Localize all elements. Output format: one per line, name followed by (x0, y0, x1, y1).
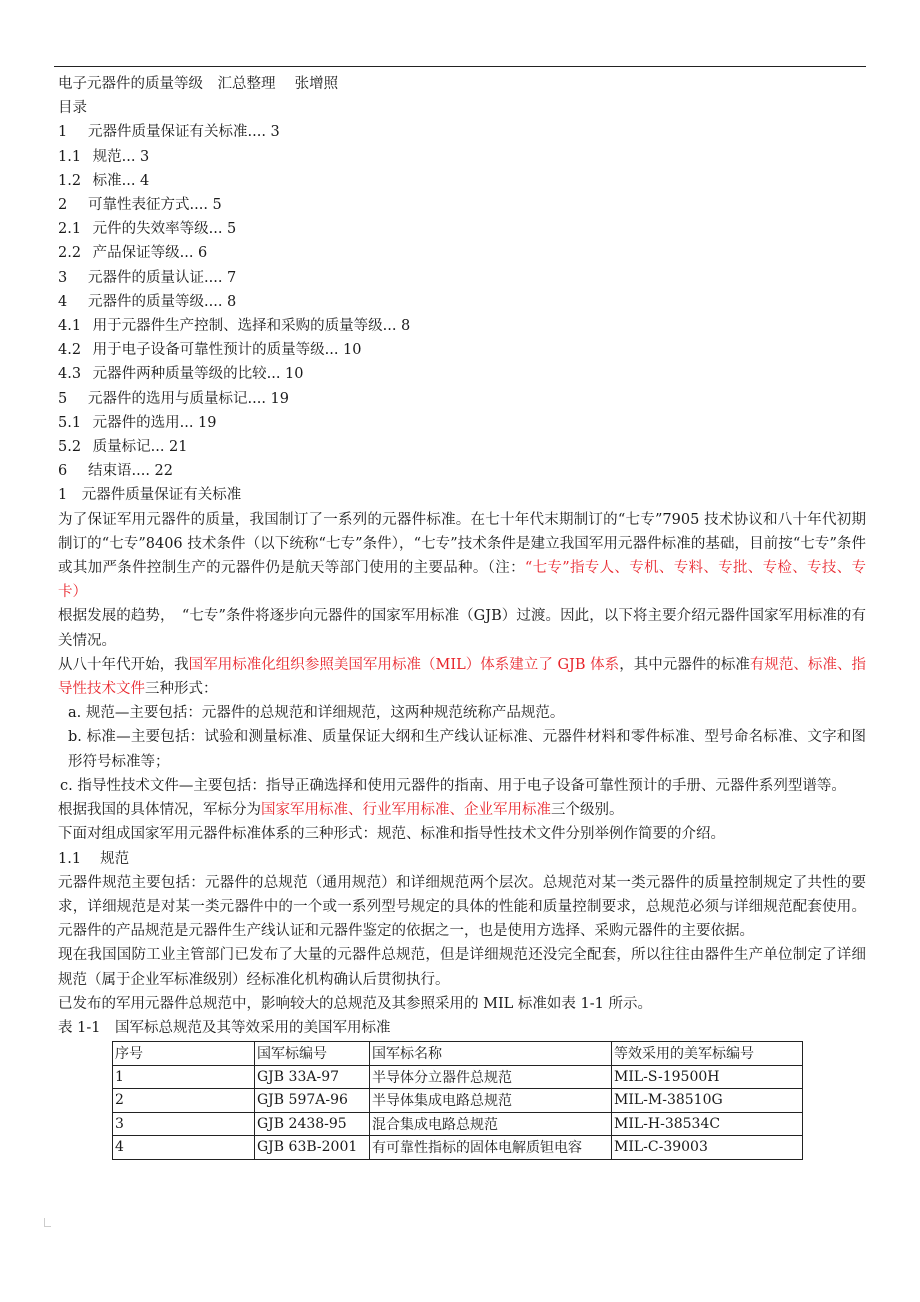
section-1-heading: 1 元器件质量保证有关标准 (58, 487, 242, 504)
highlighted-text: 有规范、标准、指导性技术文件 (58, 656, 866, 698)
paragraph-text: 三种形式： (145, 681, 218, 698)
toc-label: 元器件质量保证有关标准.... 3 (88, 124, 280, 141)
toc-label: 用于电子设备可靠性预计的质量等级... 10 (88, 342, 362, 359)
section-1-paragraph: 下面对组成国家军用元器件标准体系的三种形式：规范、标准和指导性技术文件分别举例作简要的介绍。 (58, 826, 725, 843)
toc-item[interactable] (58, 411, 866, 435)
toc-title: 目录 (58, 100, 87, 117)
toc-item[interactable] (58, 362, 866, 386)
toc-item[interactable] (58, 193, 866, 217)
toc-number: 4.2 (58, 342, 82, 359)
section-1-paragraph (58, 798, 866, 822)
section-1-paragraph: 根据发展的趋势， “七专”条件将逐步向元器件的国家军用标准（GJB）过渡。因此，以下将主要介绍元器件国家军用标准的有关情况。 (58, 608, 866, 649)
toc-item[interactable] (58, 435, 866, 459)
toc-number: 2.1 (58, 221, 82, 238)
toc-item[interactable] (58, 459, 866, 483)
document-page (58, 72, 866, 1160)
header-cell: 国军标编号 (255, 1042, 370, 1066)
header-cell: 国军标名称 (370, 1042, 612, 1066)
toc-item[interactable] (58, 145, 866, 169)
section-1-1-heading: 1.1 规范 (58, 850, 130, 867)
table-row (113, 1065, 803, 1089)
table-caption: 表 1-1 国军标总规范及其等效采用的美国军用标准 (58, 1019, 391, 1036)
section-1-1-paragraph: 现在我国国防工业主管部门已发布了大量的元器件总规范，但是详细规范还没完全配套，所以往往由器件生产单位制定了详细规范（属于企业军标准级别）经标准化机构确认后贯彻执行。 (58, 947, 866, 988)
toc-item[interactable] (58, 338, 866, 362)
table-cell: 有可靠性指标的固体电解质钽电容 (370, 1136, 612, 1160)
table-cell: GJB 63B-2001 (255, 1136, 370, 1160)
toc-label: 可靠性表征方式.... 5 (88, 197, 222, 214)
standards-table (112, 1041, 803, 1160)
header-rule (54, 66, 866, 67)
toc-label: 规范... 3 (88, 148, 150, 165)
table-cell: 半导体集成电路总规范 (370, 1089, 612, 1113)
table-row (113, 1112, 803, 1136)
table-header-row (113, 1042, 803, 1066)
section-1-paragraph (58, 508, 866, 605)
toc-number: 4.3 (58, 366, 82, 383)
table-row (113, 1136, 803, 1160)
toc-item[interactable] (58, 120, 866, 144)
toc-item[interactable] (58, 217, 866, 241)
paragraph-text: 三个级别。 (551, 802, 624, 819)
toc-number: 2 (58, 197, 68, 214)
table-cell: 半导体分立器件总规范 (370, 1065, 612, 1089)
table-row (113, 1089, 803, 1113)
toc-label: 元器件的质量认证.... 7 (88, 269, 237, 286)
paragraph-text: 根据我国的具体情况，军标分为 (58, 802, 261, 819)
highlighted-text: 国军用标准化组织参照美国军用标准（MIL）体系建立了 GJB 体系 (188, 656, 620, 673)
toc-label: 产品保证等级... 6 (88, 245, 208, 262)
list-item-c: c. 指导性技术文件—主要包括：指导正确选择和使用元器件的指南、用于电子设备可靠性预计的手册、元器件系列型谱等。 (60, 777, 846, 794)
toc-number: 5.1 (58, 414, 82, 431)
toc-label: 用于元器件生产控制、选择和采购的质量等级... 8 (88, 318, 411, 335)
paragraph-text: ，其中元器件的标准 (619, 656, 750, 673)
toc-number: 1 (58, 124, 68, 141)
toc-number: 2.2 (58, 245, 82, 262)
toc-item[interactable] (58, 387, 866, 411)
paragraph-text: 从八十年代开始，我 (58, 656, 189, 673)
highlighted-note: “七专”指专人、专机、专料、专批、专检、专技、专卡） (58, 560, 866, 601)
toc-number: 1.2 (58, 172, 82, 189)
toc-number: 1.1 (58, 148, 82, 165)
toc-number: 3 (58, 269, 68, 286)
table-cell: 2 (113, 1089, 255, 1113)
table-of-contents (58, 120, 866, 483)
toc-item[interactable] (58, 290, 866, 314)
page-corner-mark (44, 1218, 51, 1227)
list-item-b: b. 标准—主要包括：试验和测量标准、质量保证大纲和生产线认证标准、元器件材料和零件标准、型号命名标准、文字和图形符号标准等； (68, 729, 866, 770)
table-cell: MIL-C-39003 (612, 1136, 803, 1160)
toc-number: 4 (58, 293, 68, 310)
table-cell: 混合集成电路总规范 (370, 1112, 612, 1136)
toc-label: 标准... 4 (88, 172, 150, 189)
table-cell: GJB 597A-96 (255, 1089, 370, 1113)
table-cell: GJB 2438-95 (255, 1112, 370, 1136)
toc-item[interactable] (58, 241, 866, 265)
table-cell: GJB 33A-97 (255, 1065, 370, 1089)
document-header: 电子元器件的质量等级 汇总整理 张增照 (58, 76, 339, 92)
toc-number: 6 (58, 463, 68, 480)
table-cell: 4 (113, 1136, 255, 1160)
section-1-1-paragraph: 已发布的军用元器件总规范中，影响较大的总规范及其参照采用的 MIL 标准如表 1-1 所示。 (58, 995, 652, 1012)
toc-number: 4.1 (58, 318, 82, 335)
toc-label: 元器件的选用... 19 (88, 414, 217, 431)
toc-label: 元器件的质量等级.... 8 (88, 293, 237, 310)
toc-item[interactable] (58, 169, 866, 193)
toc-number: 5 (58, 390, 68, 407)
toc-item[interactable] (58, 314, 866, 338)
table-cell: 1 (113, 1065, 255, 1089)
toc-item[interactable] (58, 266, 866, 290)
toc-label: 元器件的选用与质量标记.... 19 (88, 390, 289, 407)
table-cell: 3 (113, 1112, 255, 1136)
toc-label: 元器件两种质量等级的比较... 10 (88, 366, 304, 383)
table-cell: MIL-S-19500H (612, 1065, 803, 1089)
section-1-paragraph (58, 653, 866, 701)
table-cell: MIL-H-38534C (612, 1112, 803, 1136)
toc-label: 元件的失效率等级... 5 (88, 221, 237, 238)
toc-label: 结束语.... 22 (88, 463, 173, 480)
highlighted-text: 国家军用标准、行业军用标准、企业军用标准 (261, 802, 551, 819)
section-1-1-paragraph: 元器件规范主要包括：元器件的总规范（通用规范）和详细规范两个层次。总规范对某一类元器件的质量控制规定了共性的要求，详细规范是对某一类元器件中的一个或一系列型号规定的具体的性能和质量控制要求，总规范必须与详细规范配套使用。元器件的产品规范是元器件生产线认证和元器件鉴定的依据之一，也是使用方选择、采购元器件的主要依据。 (58, 874, 866, 940)
list-item-a: a. 规范—主要包括：元器件的总规范和详细规范，这两种规范统称产品规范。 (68, 705, 565, 722)
toc-number: 5.2 (58, 439, 82, 456)
table-cell: MIL-M-38510G (612, 1089, 803, 1113)
header-cell: 序号 (113, 1042, 255, 1066)
toc-label: 质量标记... 21 (88, 439, 188, 456)
paragraph-text: 为了保证军用元器件的质量，我国制订了一系列的元器件标准。在七十年代末期制订的“七专”7905 技术协议和八十年代初期制订的“七专”8406 技术条件（以下统称“七专”条件），“七专”技术条件是建立我国军用元器件标准的基础，目前按“七专”条件或其加严条件控制生产的元器件仍是航天等部门使用的主要品种。（注： (58, 511, 866, 577)
header-cell: 等效采用的美军标编号 (612, 1042, 803, 1066)
